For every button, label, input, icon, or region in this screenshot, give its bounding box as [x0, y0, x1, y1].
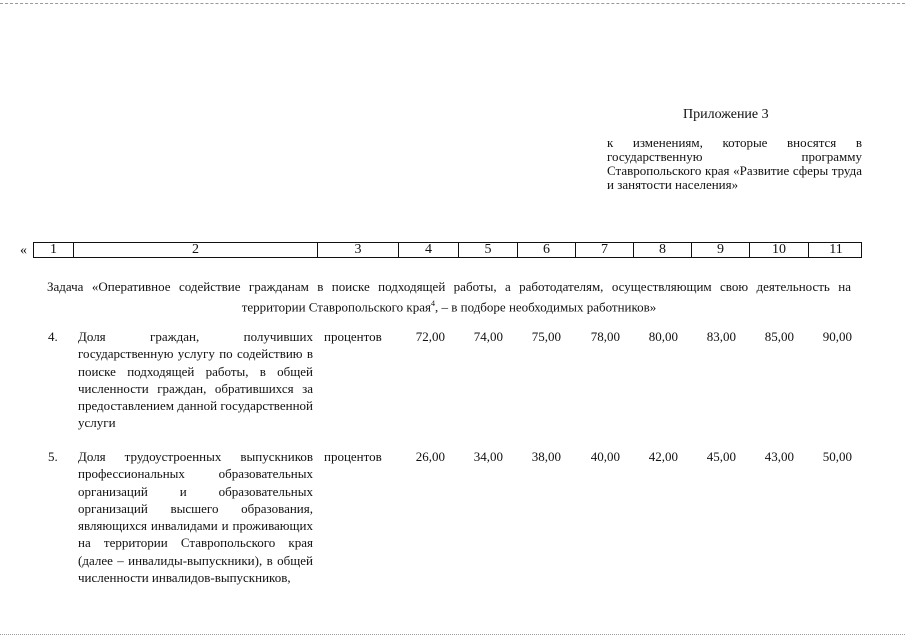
- column-number-cell: 8: [634, 243, 692, 257]
- indicator-value: 26,00: [415, 449, 445, 464]
- indicator-value: 42,00: [648, 449, 678, 464]
- column-number-cell: 3: [318, 243, 399, 257]
- column-number-cell: 5: [459, 243, 518, 257]
- indicator-name: Доля трудоустроенных выпускников профессиональных образовательных организаций и образовательных организаций высшего образования, являющихся инвалидами и проживающих на территории Ставропольского края (далее – инвалиды-выпускники), в общей численности инвалидов-выпускников,: [78, 449, 313, 586]
- column-number-cell: 11: [829, 242, 843, 257]
- indicator-value: 80,00: [648, 329, 678, 344]
- indicator-value: 40,00: [590, 449, 620, 464]
- indicator-value: 85,00: [764, 329, 794, 344]
- task-heading: [47, 278, 851, 315]
- column-number-cell: 4: [399, 243, 459, 257]
- indicator-value: 72,00: [415, 329, 445, 344]
- column-number-cell: 10: [750, 243, 809, 257]
- row-number: 5.: [48, 449, 58, 464]
- indicator-unit: процентов: [324, 329, 382, 344]
- indicator-value: 45,00: [706, 449, 736, 464]
- column-number-cell: 6: [518, 243, 576, 257]
- indicator-value: 75,00: [531, 329, 561, 344]
- indicator-value: 90,00: [822, 329, 852, 344]
- column-number-cell: 7: [576, 243, 634, 257]
- task-footnote: 4: [430, 299, 435, 308]
- indicator-name: Доля граждан, получивших государственную услугу по содействию в поиске подходящей работы, в общей численности граждан, обратившихся за предоставлением данной государственной услуги: [78, 329, 313, 431]
- appendix-text: к изменениям, которые вносятся в государственную программу Ставропольского края «Развитие сферы труда и занятости населения»: [607, 135, 862, 192]
- indicator-value: 83,00: [706, 329, 736, 344]
- column-number-row: [33, 242, 862, 258]
- indicator-value: 38,00: [531, 449, 561, 464]
- indicator-unit: процентов: [324, 449, 382, 464]
- column-number-cell: 1: [34, 243, 74, 257]
- indicator-value: 50,00: [822, 449, 852, 464]
- task-text-before: Задача «Оперативное содействие гражданам в поиске подходящей работы, а работодателям, осуществляющим свою деятельность на территории Ставропольского края: [47, 279, 851, 315]
- scan-edge-top: [0, 3, 905, 4]
- column-number-cell: 2: [74, 243, 318, 257]
- scan-edge-bottom: [0, 634, 905, 635]
- indicator-value: 34,00: [473, 449, 503, 464]
- indicator-value: 78,00: [590, 329, 620, 344]
- column-number-cell: 9: [692, 243, 750, 257]
- row-number: 4.: [48, 329, 58, 344]
- indicator-value: 43,00: [764, 449, 794, 464]
- opening-quote: «: [20, 243, 27, 258]
- indicator-value: 74,00: [473, 329, 503, 344]
- appendix-title: Приложение 3: [683, 107, 769, 122]
- task-text-after: , – в подборе необходимых работников»: [434, 299, 657, 315]
